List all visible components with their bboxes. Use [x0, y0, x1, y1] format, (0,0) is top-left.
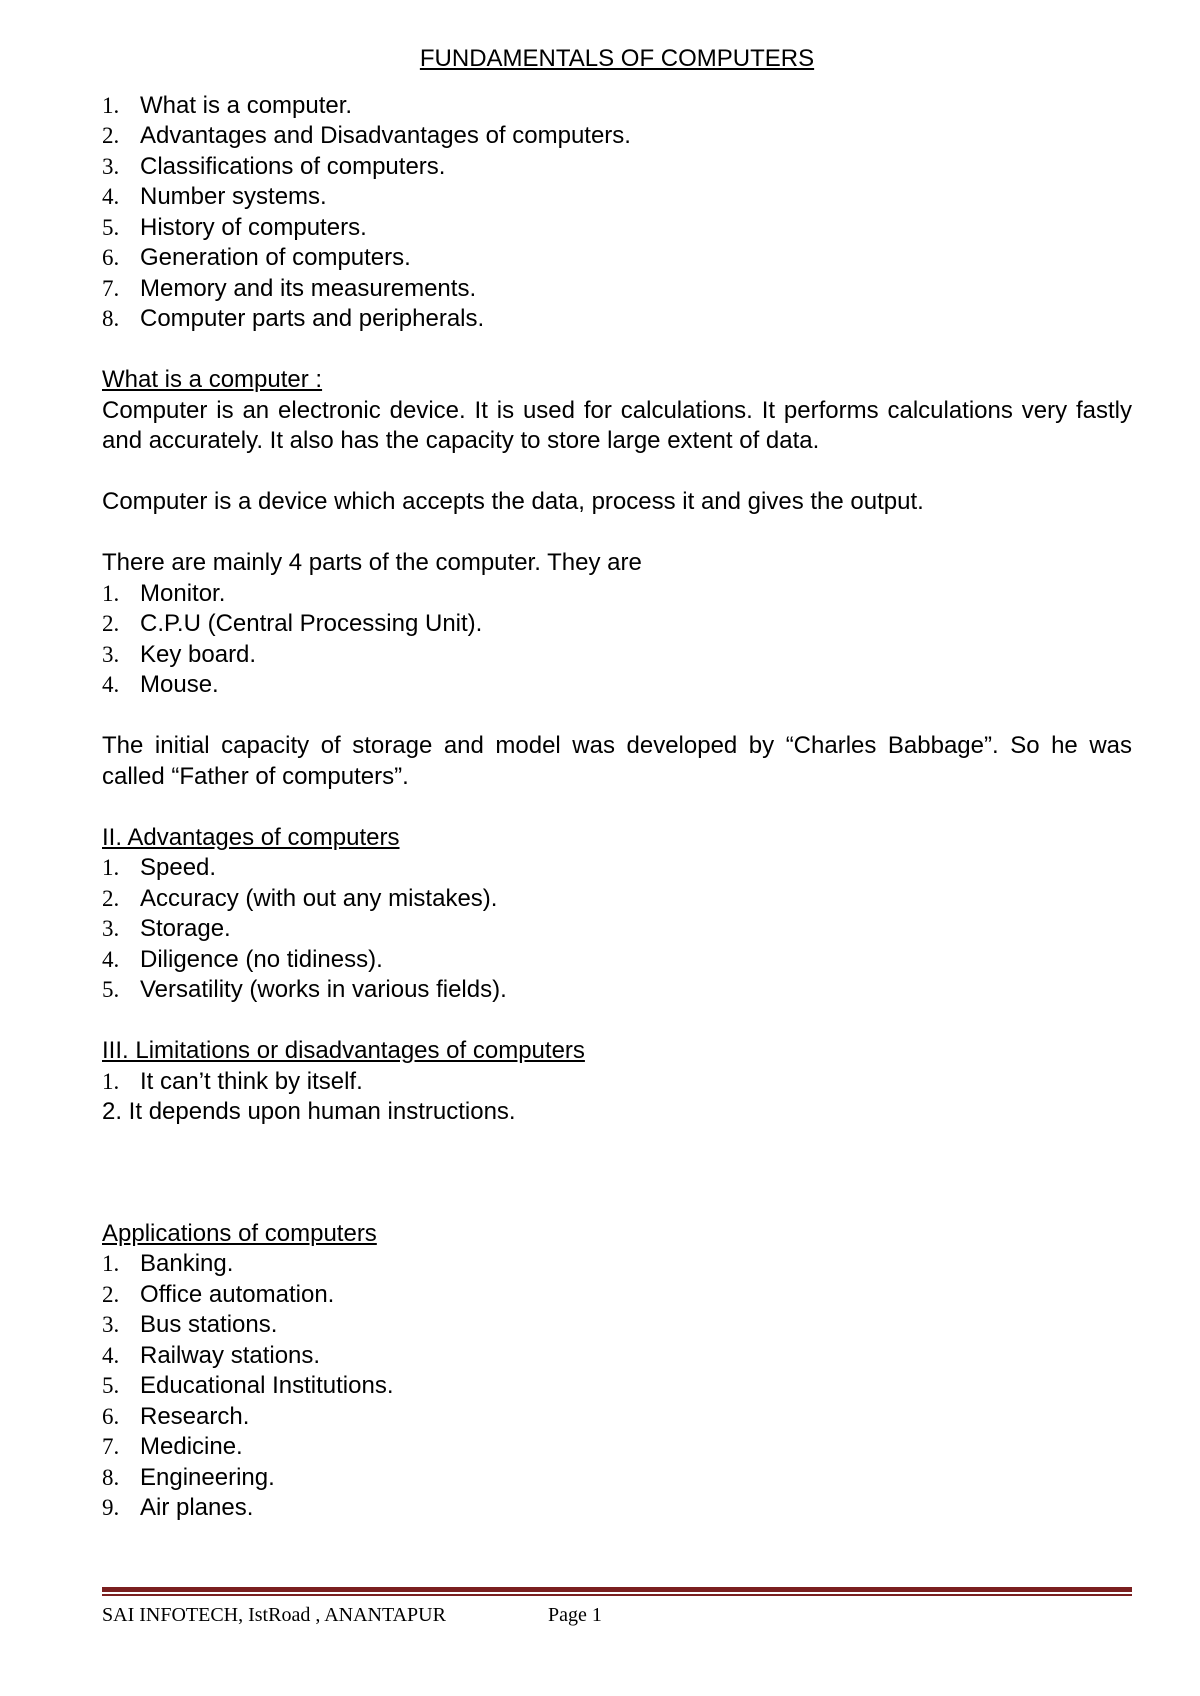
- list-text: Mouse.: [140, 671, 219, 698]
- list-text: History of computers.: [140, 213, 367, 241]
- list-text: Number systems.: [140, 183, 327, 210]
- paragraph-device: Computer is a device which accepts the data, process it and gives the output.: [102, 488, 924, 515]
- list-number: 5.: [102, 214, 120, 240]
- section-heading-advantages: II. Advantages of computers: [102, 823, 400, 851]
- list-text: What is a computer.: [140, 91, 353, 119]
- footer-divider: [102, 1587, 1132, 1592]
- list-text: Research.: [140, 1402, 250, 1430]
- paragraph-babbage: The initial capacity of storage and model was developed by “Charles Babbage”. So he was called “Father of computers”.: [102, 732, 1132, 790]
- list-text: Educational Institutions.: [140, 1372, 394, 1399]
- list-text: Advantages and Disadvantages of computers.: [140, 122, 631, 149]
- paragraph-parts-intro: There are mainly 4 parts of the computer. They are: [102, 549, 642, 576]
- advantages-list: [102, 853, 1132, 1006]
- list-number: 5.: [102, 1373, 120, 1398]
- list-text: Versatility (works in various fields).: [140, 976, 507, 1003]
- list-text: Railway stations.: [140, 1341, 321, 1369]
- list-item: [102, 975, 1132, 1006]
- paragraph-definition: Computer is an electronic device. It is used for calculations. It performs calculations very fastly and accurately. It also has the capacity to store large extent of data.: [102, 396, 1132, 454]
- list-text: Speed.: [140, 854, 217, 881]
- applications-list: [102, 1249, 1132, 1524]
- list-text: Diligence (no tidiness).: [140, 945, 383, 973]
- footer-divider-thin: [102, 1594, 1132, 1596]
- list-item: [102, 1463, 1132, 1494]
- list-number: 2.: [102, 885, 120, 911]
- list-text: C.P.U (Central Processing Unit).: [140, 610, 483, 637]
- list-item: [102, 152, 1132, 183]
- list-item: [102, 1432, 1132, 1463]
- list-number: 4.: [102, 672, 120, 697]
- list-number: 8.: [102, 306, 120, 331]
- footer-page-number: Page 1: [548, 1604, 602, 1626]
- list-text: Key board.: [140, 640, 257, 668]
- list-number: 3.: [102, 641, 120, 667]
- list-number: 9.: [102, 1495, 120, 1520]
- list-text: Classifications of computers.: [140, 152, 446, 180]
- list-number: 7.: [102, 275, 120, 301]
- list-number: 3.: [102, 153, 120, 179]
- list-number: 1.: [102, 580, 120, 606]
- list-number: 4.: [102, 946, 120, 972]
- list-item: [102, 1341, 1132, 1372]
- list-text: Generation of computers.: [140, 244, 411, 271]
- list-item: [102, 274, 1132, 305]
- list-item: [102, 914, 1132, 945]
- list-item: [102, 1493, 1132, 1524]
- section-heading-applications: Applications of computers: [102, 1219, 377, 1247]
- list-text: Memory and its measurements.: [140, 274, 477, 302]
- list-item: [102, 1371, 1132, 1402]
- list-item: [102, 1310, 1132, 1341]
- list-number: 1.: [102, 1068, 120, 1094]
- list-number: 7.: [102, 1434, 120, 1459]
- document-page: [102, 44, 1132, 1524]
- list-text: It can’t think by itself.: [140, 1067, 363, 1095]
- list-item: [102, 609, 1132, 640]
- list-number: 1.: [102, 92, 120, 118]
- list-item: [102, 121, 1132, 152]
- list-item: [102, 1280, 1132, 1311]
- list-item: [102, 670, 1132, 701]
- list-item: [102, 304, 1132, 335]
- list-number: 3.: [102, 1312, 120, 1337]
- list-text: Bus stations.: [140, 1311, 278, 1338]
- list-text: Air planes.: [140, 1494, 254, 1521]
- list-number: 3.: [102, 916, 120, 941]
- list-item: [102, 884, 1132, 915]
- list-number: 6.: [102, 1403, 120, 1429]
- list-number: 1.: [102, 1251, 120, 1276]
- list-item: 2. It depends upon human instructions.: [102, 1098, 516, 1125]
- list-text: Engineering.: [140, 1463, 275, 1491]
- list-number: 6.: [102, 245, 120, 270]
- list-number: 2.: [102, 123, 120, 148]
- list-number: 2.: [102, 611, 120, 636]
- list-number: 4.: [102, 184, 120, 209]
- parts-list: [102, 579, 1132, 701]
- list-item: [102, 1402, 1132, 1433]
- list-item: [102, 945, 1132, 976]
- list-number: 4.: [102, 1342, 120, 1368]
- list-item: [102, 213, 1132, 244]
- footer-company: SAI INFOTECH, IstRoad , ANANTAPUR: [102, 1604, 446, 1626]
- list-item: [102, 243, 1132, 274]
- section-heading-what-is: What is a computer :: [102, 366, 323, 393]
- list-item: [102, 640, 1132, 671]
- document-title: FUNDAMENTALS OF COMPUTERS: [419, 45, 815, 72]
- list-item: [102, 1067, 1132, 1098]
- list-item: [102, 853, 1132, 884]
- list-text: Monitor.: [140, 579, 226, 607]
- list-text: Storage.: [140, 915, 231, 942]
- list-text: Accuracy (with out any mistakes).: [140, 884, 498, 912]
- list-number: 5.: [102, 977, 120, 1002]
- list-text: Medicine.: [140, 1433, 243, 1460]
- list-text: Computer parts and peripherals.: [140, 305, 485, 332]
- list-number: 2.: [102, 1281, 120, 1307]
- list-number: 1.: [102, 855, 120, 880]
- table-of-contents: [102, 91, 1132, 335]
- list-item: [102, 1249, 1132, 1280]
- list-number: 8.: [102, 1464, 120, 1490]
- section-heading-limitations: III. Limitations or disadvantages of computers: [102, 1037, 585, 1064]
- list-item: [102, 91, 1132, 122]
- list-item: [102, 579, 1132, 610]
- list-item: [102, 182, 1132, 213]
- list-text: Office automation.: [140, 1280, 335, 1308]
- list-text: Banking.: [140, 1250, 234, 1277]
